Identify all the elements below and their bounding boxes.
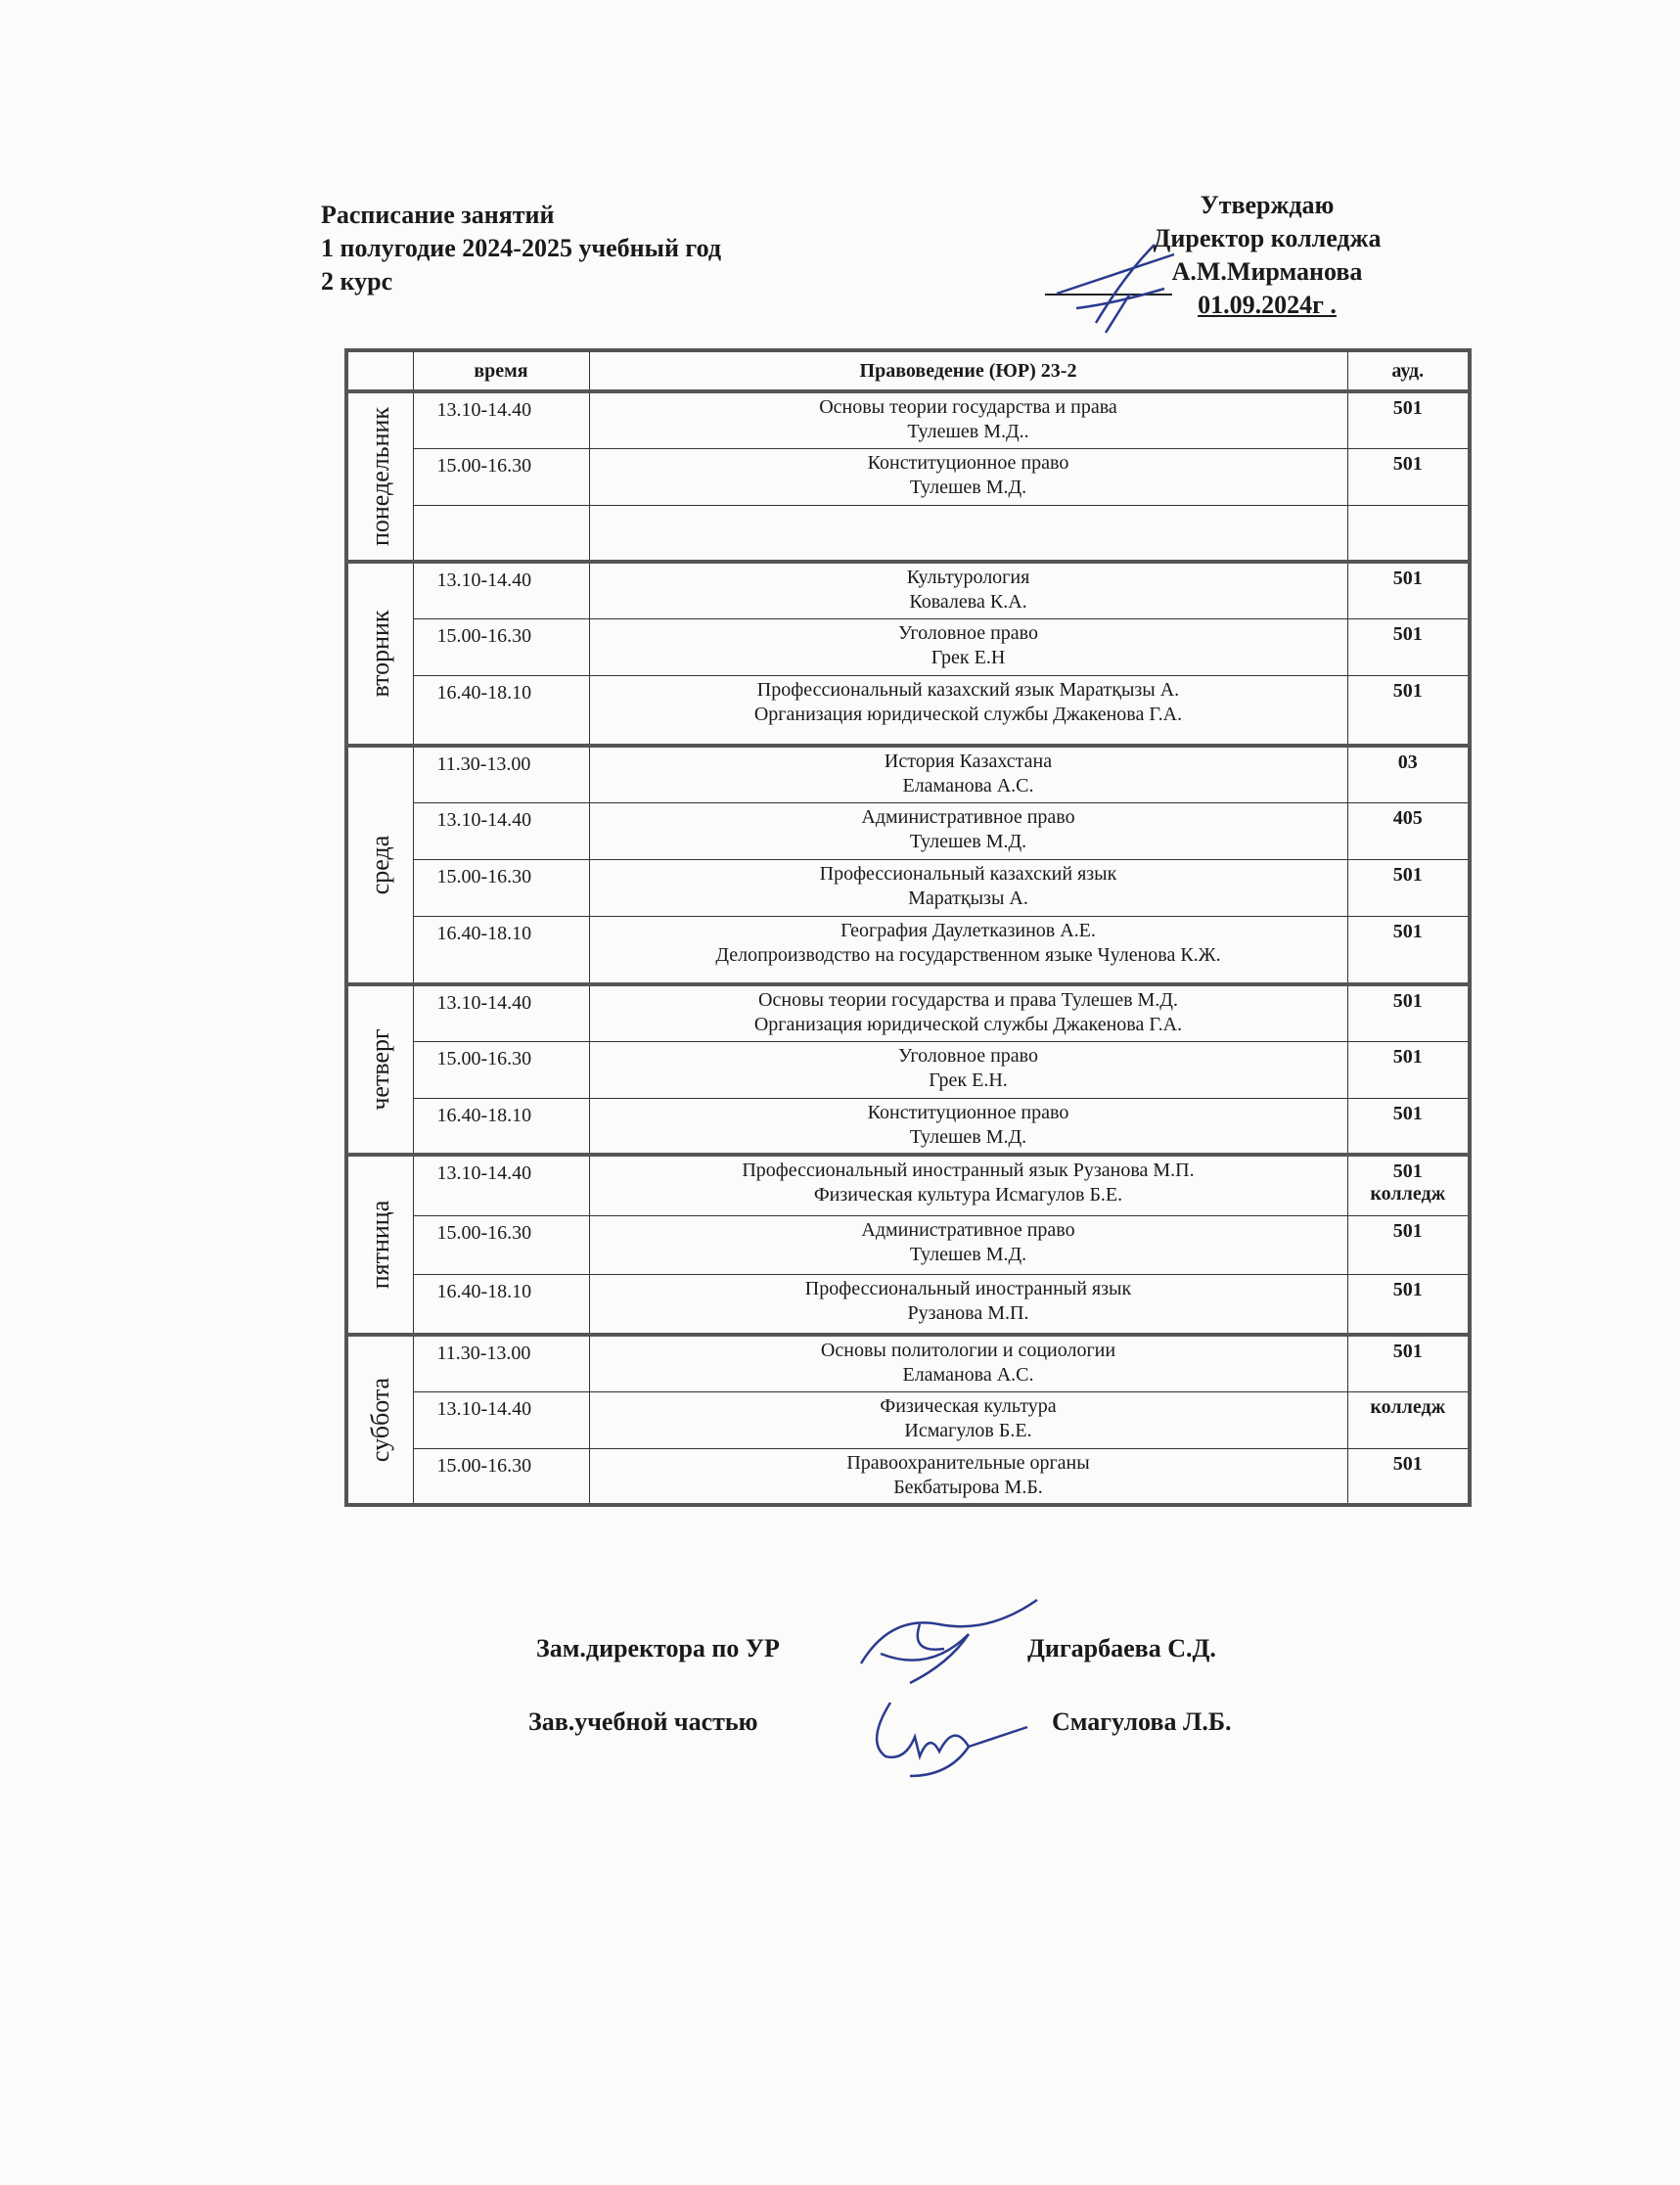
room-value: 501 (1392, 679, 1423, 702)
time-cell: 13.10-14.40 (413, 1391, 589, 1448)
header-time: время (413, 350, 589, 391)
table-row (346, 1041, 1470, 1098)
room-cell (1347, 1155, 1470, 1215)
room-value: 501 (1392, 1102, 1423, 1124)
subject-line: Основы политологии и социологии (820, 1340, 1116, 1361)
room-value: 501 (1392, 1452, 1423, 1475)
room-cell (1347, 802, 1470, 859)
room-value: 501 (1392, 990, 1423, 1012)
header-room: ауд. (1347, 350, 1470, 391)
time-cell (413, 505, 589, 562)
time-cell: 15.00-16.30 (413, 859, 589, 916)
room-cell (1347, 1391, 1470, 1448)
subject-line: Грек Е.Н (931, 646, 1006, 668)
room-value: 501 (1392, 622, 1423, 645)
subject-line: Еламанова А.С. (902, 775, 1034, 797)
day-name: понедельник (365, 406, 394, 547)
subject-cell (589, 746, 1347, 802)
subject-line: Профессиональный иностранный язык (804, 1277, 1132, 1299)
table-row (346, 675, 1470, 746)
table-row (346, 802, 1470, 859)
room-value: 501 (1392, 568, 1423, 589)
room-value: 03 (1397, 751, 1418, 773)
subject-line: Тулешев М.Д. (909, 830, 1027, 852)
subject-cell (589, 1274, 1347, 1335)
subject-line: Тулешев М.Д.. (907, 421, 1029, 442)
table-row (346, 505, 1470, 562)
day-name: среда (365, 835, 394, 895)
subject-line: Физическая культура (880, 1394, 1057, 1417)
table-row (346, 1391, 1470, 1448)
time-cell: 16.40-18.10 (413, 675, 589, 746)
head-signature-icon (861, 1683, 1037, 1781)
day-name: пятница (365, 1200, 394, 1290)
day-cell (346, 391, 413, 562)
subject-cell (589, 1448, 1347, 1505)
table-row (346, 746, 1470, 802)
subject-line: Ковалева К.А. (909, 591, 1027, 613)
subject-line: Административное право (861, 805, 1075, 828)
room-value: колледж (1370, 1183, 1446, 1205)
director-name: А.М.Мирманова (1171, 257, 1363, 286)
room-cell (1347, 916, 1470, 984)
room-value: 501 (1392, 1045, 1423, 1068)
room-value: 501 (1392, 397, 1423, 419)
time-cell: 13.10-14.40 (413, 1155, 589, 1215)
room-value: 501 (1392, 452, 1423, 475)
subject-cell (589, 1155, 1347, 1215)
subject-line: Рузанова М.П. (907, 1301, 1029, 1324)
time-cell: 15.00-16.30 (413, 1448, 589, 1505)
day-cell (346, 562, 413, 746)
time-cell: 15.00-16.30 (413, 1215, 589, 1274)
room-cell (1347, 1274, 1470, 1335)
deputy-name: Дигарбаева С.Д. (1027, 1634, 1216, 1662)
director-signature-icon (1037, 235, 1184, 342)
table-row (346, 618, 1470, 675)
room-value: 501 (1392, 863, 1423, 886)
schedule-title: Расписание занятий (321, 201, 555, 229)
room-cell (1347, 1448, 1470, 1505)
day-cell (346, 1335, 413, 1505)
day-name: суббота (365, 1377, 394, 1463)
day-name: вторник (365, 610, 394, 698)
subject-cell (589, 505, 1347, 562)
subject-cell (589, 859, 1347, 916)
subject-line: Организация юридической службы Джакенова Г.А. (753, 703, 1183, 725)
room-value: 501 (1392, 1161, 1423, 1182)
subject-line: Профессиональный казахский язык (819, 862, 1117, 885)
subject-line: Профессиональный иностранный язык Рузанова М.П. (742, 1160, 1195, 1181)
head-role: Зав.учебной частью (528, 1707, 758, 1736)
subject-line: Физическая культура Исмагулов Б.Е. (813, 1184, 1123, 1206)
schedule-term: 1 полугодие 2024-2025 учебный год (321, 234, 721, 262)
subject-cell (589, 1098, 1347, 1155)
subject-line: Бекбатырова М.Б. (893, 1476, 1043, 1498)
subject-line: Организация юридической службы Джакенова Г.А. (753, 1014, 1183, 1035)
time-cell: 13.10-14.40 (413, 391, 589, 448)
room-value: 501 (1392, 1278, 1423, 1300)
header-day-cell (346, 350, 413, 391)
time-cell: 15.00-16.30 (413, 618, 589, 675)
subject-cell (589, 1391, 1347, 1448)
subject-cell (589, 916, 1347, 984)
subject-cell (589, 984, 1347, 1041)
subject-line: Административное право (861, 1218, 1075, 1241)
subject-line: Делопроизводство на государственном языке Чуленова К.Ж. (715, 943, 1221, 966)
time-cell: 13.10-14.40 (413, 562, 589, 618)
subject-line: Конституционное право (867, 451, 1069, 474)
room-value: колледж (1370, 1395, 1446, 1418)
time-cell: 13.10-14.40 (413, 802, 589, 859)
room-cell (1347, 1215, 1470, 1274)
time-cell: 16.40-18.10 (413, 1098, 589, 1155)
room-cell (1347, 562, 1470, 618)
subject-cell (589, 1215, 1347, 1274)
subject-line: География Даулетказинов А.Е. (840, 919, 1096, 941)
subject-cell (589, 448, 1347, 505)
director-role: Директор колледжа (1153, 224, 1382, 252)
subject-cell (589, 562, 1347, 618)
room-cell (1347, 505, 1470, 562)
subject-line: Исмагулов Б.Е. (904, 1419, 1032, 1441)
subject-line: Уголовное право (898, 1044, 1038, 1067)
room-cell (1347, 391, 1470, 448)
subject-cell (589, 1041, 1347, 1098)
schedule-course: 2 курс (321, 267, 393, 296)
table-row (346, 1448, 1470, 1505)
subject-line: Тулешев М.Д. (909, 1125, 1027, 1148)
header-group: Правоведение (ЮР) 23-2 (589, 350, 1347, 391)
subject-line: Основы теории государства и права Тулешев М.Д. (758, 989, 1178, 1011)
subject-line: Конституционное право (867, 1101, 1069, 1123)
approval-date: 01.09.2024г . (1198, 291, 1337, 319)
subject-cell (589, 802, 1347, 859)
room-cell (1347, 1041, 1470, 1098)
table-row (346, 391, 1470, 448)
subject-line: Тулешев М.Д. (909, 1243, 1027, 1265)
time-cell: 15.00-16.30 (413, 1041, 589, 1098)
subject-line: Маратқызы А. (908, 887, 1028, 909)
subject-line: Тулешев М.Д. (909, 476, 1027, 498)
subject-cell (589, 675, 1347, 746)
time-cell: 11.30-13.00 (413, 1335, 589, 1391)
subject-cell (589, 618, 1347, 675)
table-row (346, 448, 1470, 505)
table-row (346, 859, 1470, 916)
room-cell (1347, 984, 1470, 1041)
schedule-title-block (321, 199, 721, 298)
head-name: Смагулова Л.Б. (1052, 1707, 1232, 1736)
room-cell (1347, 618, 1470, 675)
room-cell (1347, 675, 1470, 746)
table-row (346, 1098, 1470, 1155)
day-cell (346, 984, 413, 1155)
day-name: четверг (365, 1028, 394, 1111)
approve-label: Утверждаю (1200, 191, 1335, 219)
room-cell (1347, 1098, 1470, 1155)
time-cell: 16.40-18.10 (413, 1274, 589, 1335)
room-value: 501 (1392, 1341, 1423, 1362)
room-cell (1347, 1335, 1470, 1391)
room-cell (1347, 746, 1470, 802)
table-row (346, 984, 1470, 1041)
room-value: 405 (1392, 806, 1423, 829)
subject-line: История Казахстана (884, 751, 1053, 772)
subject-line: Основы теории государства и права (819, 396, 1117, 418)
subject-line: Еламанова А.С. (902, 1364, 1034, 1386)
day-cell (346, 746, 413, 984)
room-cell (1347, 859, 1470, 916)
deputy-signature-icon (851, 1595, 1047, 1693)
room-value: 501 (1392, 920, 1423, 942)
table-row (346, 1155, 1470, 1215)
subject-cell (589, 1335, 1347, 1391)
time-cell: 16.40-18.10 (413, 916, 589, 984)
room-value: 501 (1392, 1219, 1423, 1242)
time-cell: 11.30-13.00 (413, 746, 589, 802)
table-header-row (346, 350, 1470, 391)
day-cell (346, 1155, 413, 1335)
table-row (346, 1335, 1470, 1391)
subject-line: Правоохранительные органы (846, 1451, 1090, 1474)
table-row (346, 562, 1470, 618)
subject-cell (589, 391, 1347, 448)
table-row (346, 1274, 1470, 1335)
subject-line: Грек Е.Н. (929, 1069, 1008, 1091)
subject-line: Профессиональный казахский язык Маратқызы А. (756, 678, 1180, 701)
subject-line: Культурология (906, 567, 1030, 588)
schedule-body (346, 391, 1470, 1505)
time-cell: 15.00-16.30 (413, 448, 589, 505)
time-cell: 13.10-14.40 (413, 984, 589, 1041)
table-row (346, 916, 1470, 984)
schedule-table (344, 348, 1472, 1507)
deputy-role: Зам.директора по УР (536, 1634, 780, 1662)
table-row (346, 1215, 1470, 1274)
subject-line: Уголовное право (898, 621, 1038, 644)
room-cell (1347, 448, 1470, 505)
